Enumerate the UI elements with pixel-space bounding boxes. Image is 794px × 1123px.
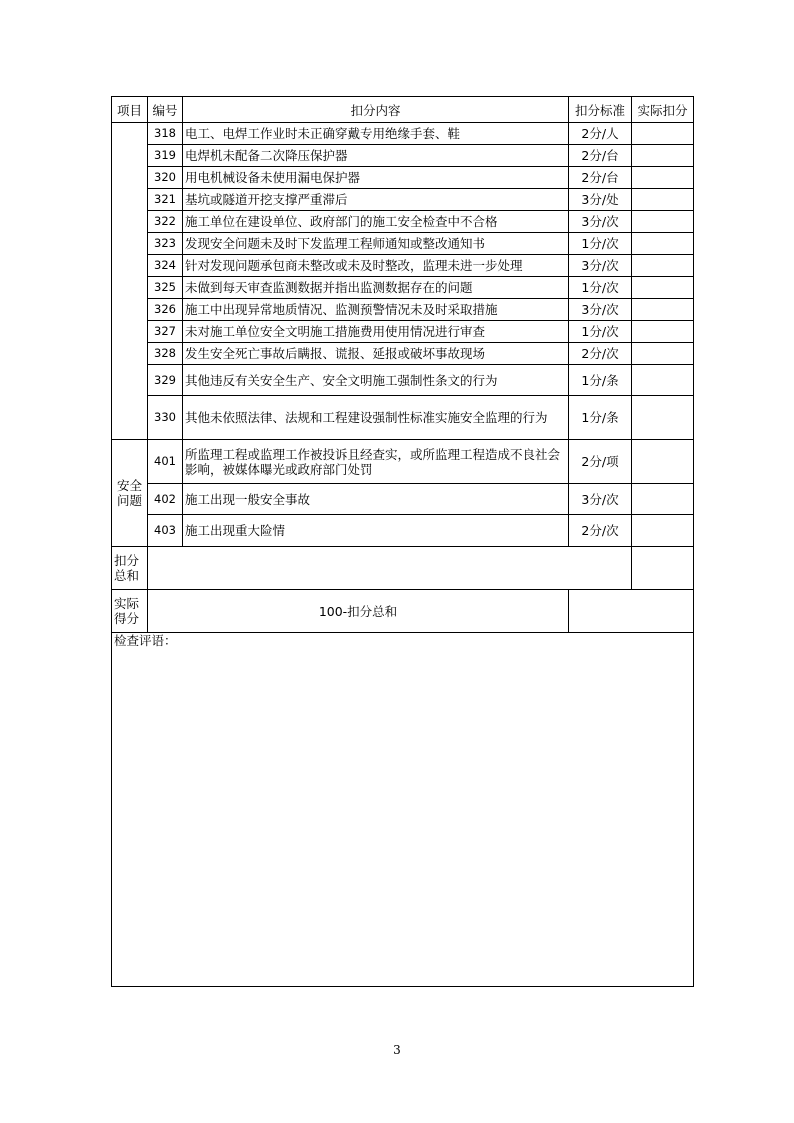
header-item: 项目 bbox=[112, 97, 148, 123]
comments-area[interactable] bbox=[112, 633, 694, 987]
score-label: 实际得分 bbox=[112, 590, 148, 633]
table-row bbox=[112, 321, 694, 343]
row-content: 电工、电焊工作业时未正确穿戴专用绝缘手套、鞋 bbox=[183, 123, 569, 145]
row-actual-input[interactable] bbox=[632, 123, 694, 145]
table-row bbox=[112, 123, 694, 145]
row-standard: 2分/台 bbox=[569, 167, 632, 189]
total-row bbox=[112, 547, 694, 590]
row-content: 所监理工程或监理工作被投诉且经查实，或所监理工程造成不良社会影响，被媒体曝光或政府部门处罚 bbox=[183, 440, 569, 484]
row-content: 未对施工单位安全文明施工措施费用使用情况进行审查 bbox=[183, 321, 569, 343]
row-actual-input[interactable] bbox=[632, 277, 694, 299]
category-cell-empty bbox=[112, 123, 148, 440]
row-code: 329 bbox=[148, 365, 183, 396]
comments-row bbox=[112, 633, 694, 987]
table-row bbox=[112, 515, 694, 547]
row-actual-input[interactable] bbox=[632, 299, 694, 321]
row-standard: 2分/项 bbox=[569, 440, 632, 484]
table-row bbox=[112, 484, 694, 515]
table-row bbox=[112, 145, 694, 167]
score-formula: 100-扣分总和 bbox=[148, 590, 569, 633]
table-row bbox=[112, 233, 694, 255]
row-standard: 1分/次 bbox=[569, 321, 632, 343]
row-standard: 2分/台 bbox=[569, 145, 632, 167]
row-content: 其他未依照法律、法规和工程建设强制性标准实施安全监理的行为 bbox=[183, 396, 569, 440]
header-row bbox=[112, 97, 694, 123]
row-content: 施工出现一般安全事故 bbox=[183, 484, 569, 515]
row-code: 324 bbox=[148, 255, 183, 277]
row-actual-input[interactable] bbox=[632, 440, 694, 484]
table-row bbox=[112, 396, 694, 440]
row-code: 321 bbox=[148, 189, 183, 211]
row-standard: 1分/次 bbox=[569, 277, 632, 299]
score-value-input[interactable] bbox=[569, 590, 694, 633]
table-row bbox=[112, 299, 694, 321]
row-code: 401 bbox=[148, 440, 183, 484]
row-actual-input[interactable] bbox=[632, 233, 694, 255]
table-row bbox=[112, 277, 694, 299]
row-standard: 3分/次 bbox=[569, 484, 632, 515]
total-value-input[interactable] bbox=[148, 547, 632, 590]
row-actual-input[interactable] bbox=[632, 255, 694, 277]
row-content: 用电机械设备未使用漏电保护器 bbox=[183, 167, 569, 189]
header-content: 扣分内容 bbox=[183, 97, 569, 123]
row-content: 发现安全问题未及时下发监理工程师通知或整改通知书 bbox=[183, 233, 569, 255]
row-standard: 2分/人 bbox=[569, 123, 632, 145]
row-actual-input[interactable] bbox=[632, 365, 694, 396]
row-content: 其他违反有关安全生产、安全文明施工强制性条文的行为 bbox=[183, 365, 569, 396]
row-actual-input[interactable] bbox=[632, 396, 694, 440]
row-actual-input[interactable] bbox=[632, 343, 694, 365]
row-standard: 3分/处 bbox=[569, 189, 632, 211]
row-standard: 1分/次 bbox=[569, 233, 632, 255]
score-row bbox=[112, 590, 694, 633]
row-actual-input[interactable] bbox=[632, 321, 694, 343]
row-code: 325 bbox=[148, 277, 183, 299]
header-standard: 扣分标准 bbox=[569, 97, 632, 123]
table-row bbox=[112, 365, 694, 396]
table-row bbox=[112, 211, 694, 233]
row-content: 针对发现问题承包商未整改或未及时整改，监理未进一步处理 bbox=[183, 255, 569, 277]
row-code: 403 bbox=[148, 515, 183, 547]
row-content: 基坑或隧道开挖支撑严重滞后 bbox=[183, 189, 569, 211]
table-row bbox=[112, 255, 694, 277]
comments-label: 检查评语： bbox=[114, 633, 177, 648]
row-actual-input[interactable] bbox=[632, 484, 694, 515]
row-code: 322 bbox=[148, 211, 183, 233]
row-content: 未做到每天审查监测数据并指出监测数据存在的问题 bbox=[183, 277, 569, 299]
table-row bbox=[112, 189, 694, 211]
total-label: 扣分总和 bbox=[112, 547, 148, 590]
row-actual-input[interactable] bbox=[632, 167, 694, 189]
row-actual-input[interactable] bbox=[632, 515, 694, 547]
table-row bbox=[112, 440, 694, 484]
row-code: 328 bbox=[148, 343, 183, 365]
table-row bbox=[112, 343, 694, 365]
deduction-table bbox=[111, 96, 694, 987]
header-actual: 实际扣分 bbox=[632, 97, 694, 123]
total-extra-cell bbox=[632, 547, 694, 590]
row-content: 施工单位在建设单位、政府部门的施工安全检查中不合格 bbox=[183, 211, 569, 233]
row-code: 330 bbox=[148, 396, 183, 440]
category-safety: 安全问题 bbox=[112, 440, 148, 547]
row-code: 402 bbox=[148, 484, 183, 515]
row-standard: 3分/次 bbox=[569, 211, 632, 233]
table-row bbox=[112, 167, 694, 189]
row-standard: 3分/次 bbox=[569, 299, 632, 321]
row-actual-input[interactable] bbox=[632, 145, 694, 167]
row-code: 318 bbox=[148, 123, 183, 145]
row-content: 电焊机未配备二次降压保护器 bbox=[183, 145, 569, 167]
page-number: 3 bbox=[393, 1043, 401, 1057]
row-code: 326 bbox=[148, 299, 183, 321]
row-code: 320 bbox=[148, 167, 183, 189]
row-code: 319 bbox=[148, 145, 183, 167]
row-standard: 1分/条 bbox=[569, 396, 632, 440]
row-standard: 1分/条 bbox=[569, 365, 632, 396]
row-code: 327 bbox=[148, 321, 183, 343]
row-actual-input[interactable] bbox=[632, 189, 694, 211]
row-standard: 2分/次 bbox=[569, 343, 632, 365]
row-content: 发生安全死亡事故后瞒报、谎报、延报或破坏事故现场 bbox=[183, 343, 569, 365]
row-standard: 3分/次 bbox=[569, 255, 632, 277]
row-standard: 2分/次 bbox=[569, 515, 632, 547]
header-code: 编号 bbox=[148, 97, 183, 123]
row-actual-input[interactable] bbox=[632, 211, 694, 233]
row-content: 施工出现重大险情 bbox=[183, 515, 569, 547]
row-code: 323 bbox=[148, 233, 183, 255]
row-content: 施工中出现异常地质情况、监测预警情况未及时采取措施 bbox=[183, 299, 569, 321]
